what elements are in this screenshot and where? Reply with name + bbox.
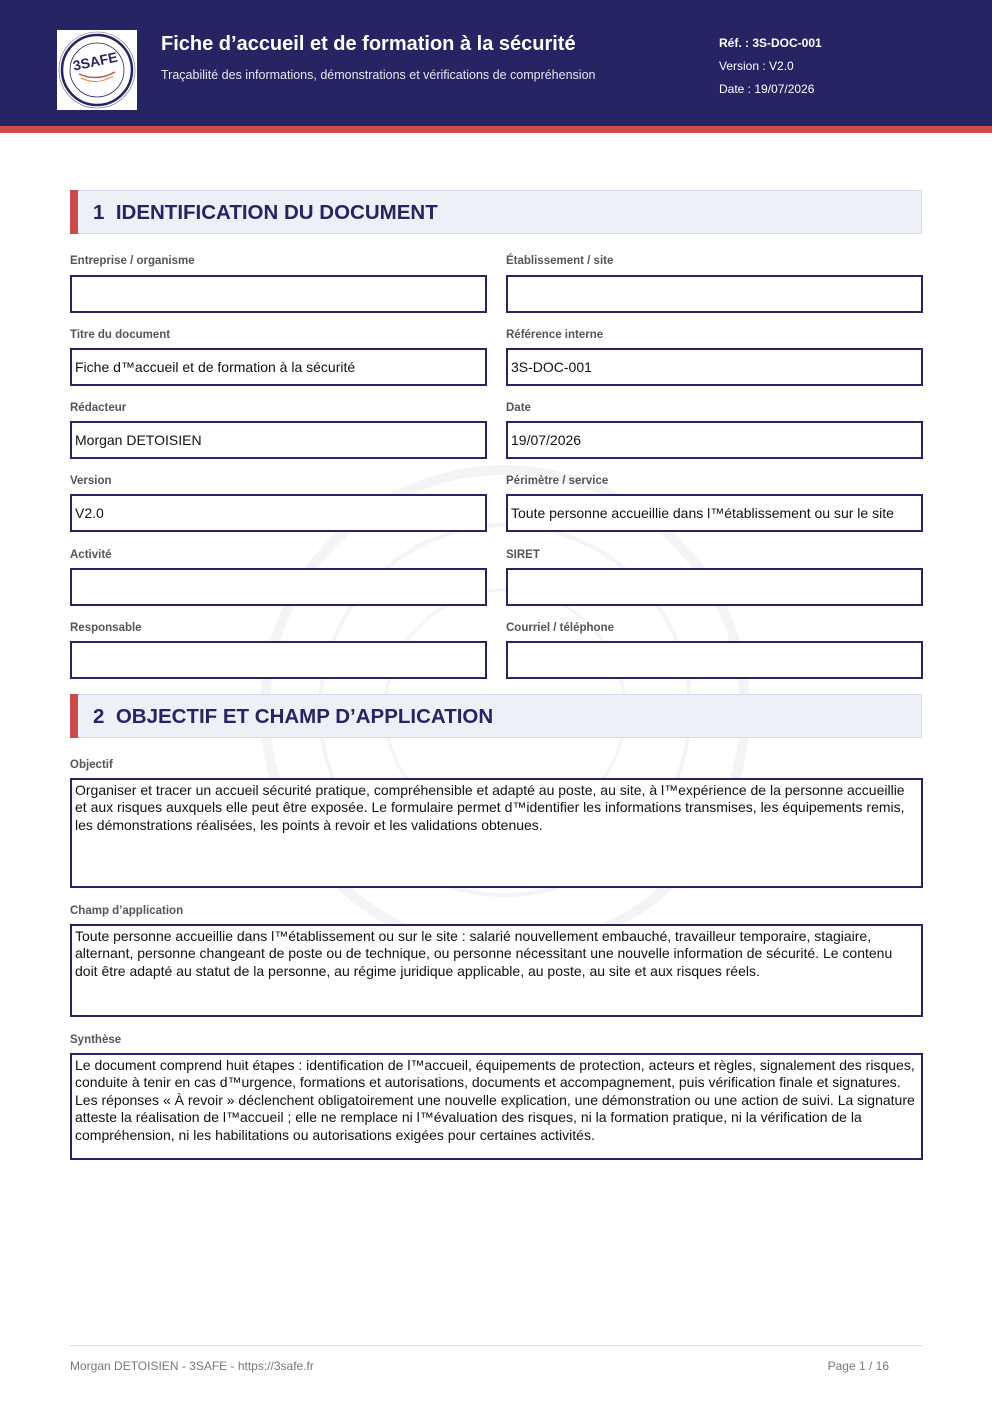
siret-field[interactable]: [506, 568, 923, 606]
document-reference: Réf. : 3S-DOC-001: [719, 36, 822, 50]
label-etablissement: Établissement / site: [506, 255, 614, 267]
label-perimetre: Périmètre / service: [506, 475, 609, 487]
section-accent-bar: [70, 190, 78, 234]
synthese-textarea[interactable]: Le document comprend huit étapes : identification de l™accueil, équipements de protection, acteurs et règles, signalement des risques, conduite à tenir en cas d™urgence, formations et autorisations, documents et accompagnement, puis vérification finale et signatures. Les réponses « À revoir » déclenchent obligatoirement une nouvelle explication, une démonstration ou une action de suivi. La signature atteste la réalisation de l™accueil ; elle ne remplace ni l™évaluation des risques, ni la formation pratique, ni la vérification de la compréhension, ni les habilitations ou autorisations exigées pour certaines activités.: [70, 1053, 923, 1160]
section-objectif: [70, 694, 922, 738]
courriel-field[interactable]: [506, 641, 923, 679]
label-courriel: Courriel / téléphone: [506, 622, 614, 634]
champ-textarea[interactable]: Toute personne accueillie dans l™établissement ou sur le site : salarié nouvellement embauché, travailleur temporaire, stagiaire, alternant, personne changeant de poste ou de technique, ou personne nécessitant une nouvelle information de sécurité. Le contenu doit être adapté au statut de la personne, au régime juridique applicable, au poste, au site et aux risques réels.: [70, 924, 923, 1017]
reference-field[interactable]: 3S-DOC-001: [506, 348, 923, 386]
label-titre: Titre du document: [70, 329, 171, 341]
activite-field[interactable]: [70, 568, 487, 606]
document-version: Version : V2.0: [719, 59, 794, 73]
document-date: Date : 19/07/2026: [719, 82, 815, 96]
label-siret: SIRET: [506, 549, 540, 561]
logo-text: 3SAFE: [71, 48, 119, 74]
label-activite: Activité: [70, 549, 112, 561]
perimetre-field[interactable]: Toute personne accueillie dans l™établissement ou sur le site: [506, 494, 923, 532]
label-date: Date: [506, 402, 531, 414]
page-header: [0, 0, 992, 126]
label-objectif: Objectif: [70, 759, 113, 771]
label-version: Version: [70, 475, 112, 487]
company-logo: [57, 30, 137, 110]
date-field[interactable]: 19/07/2026: [506, 421, 923, 459]
label-entreprise: Entreprise / organisme: [70, 255, 195, 267]
section-title: 2 OBJECTIF ET CHAMP D’APPLICATION: [93, 705, 494, 728]
footer-divider: [70, 1345, 922, 1346]
label-reference: Référence interne: [506, 329, 604, 341]
label-redacteur: Rédacteur: [70, 402, 127, 414]
label-champ: Champ d’application: [70, 905, 184, 917]
objectif-textarea[interactable]: Organiser et tracer un accueil sécurité pratique, compréhensible et adapté au poste, au site, à l™expérience de la personne accueillie et aux risques auxquels elle peut être exposée. Le formulaire permet d™identifier les informations transmises, les équipements remis, les démonstrations réalisées, les points à revoir et les validations obtenues.: [70, 778, 923, 888]
header-accent-bar: [0, 126, 992, 133]
redacteur-field[interactable]: Morgan DETOISIEN: [70, 421, 487, 459]
page-number: Page 1 / 16: [827, 1359, 889, 1373]
etablissement-field[interactable]: [506, 275, 923, 313]
label-responsable: Responsable: [70, 622, 142, 634]
section-identification: [70, 190, 922, 234]
footer-author: Morgan DETOISIEN - 3SAFE - https://3safe.fr: [70, 1359, 314, 1373]
version-field[interactable]: V2.0: [70, 494, 487, 532]
section-title: 1 IDENTIFICATION DU DOCUMENT: [93, 201, 438, 224]
responsable-field[interactable]: [70, 641, 487, 679]
titre-field[interactable]: Fiche d™accueil et de formation à la sécurité: [70, 348, 487, 386]
entreprise-field[interactable]: [70, 275, 487, 313]
label-synthese: Synthèse: [70, 1034, 122, 1046]
section-accent-bar: [70, 694, 78, 738]
document-subtitle: Traçabilité des informations, démonstrations et vérifications de compréhension: [161, 68, 596, 82]
document-title: Fiche d’accueil et de formation à la sécurité: [161, 33, 576, 55]
